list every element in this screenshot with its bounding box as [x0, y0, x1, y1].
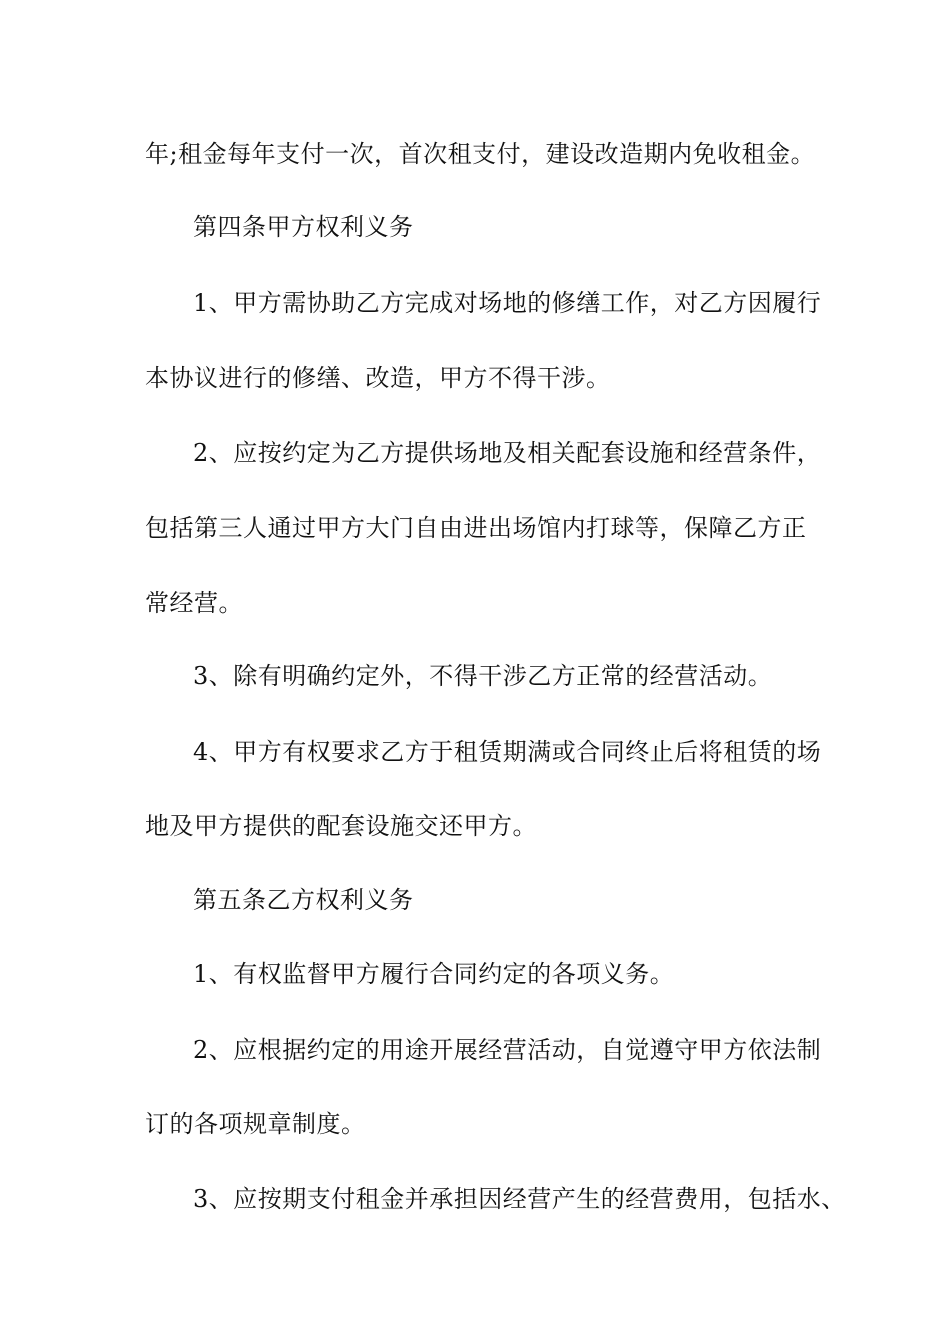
paragraph-line: 常经营。 [145, 589, 243, 617]
paragraph-line: 地及甲方提供的配套设施交还甲方。 [145, 812, 537, 840]
paragraph-line: 4、甲方有权要求乙方于租赁期满或合同终止后将租赁的场 [193, 738, 822, 766]
paragraph-line: 2、应按约定为乙方提供场地及相关配套设施和经营条件， [193, 439, 822, 467]
paragraph-line: 3、应按期支付租金并承担因经营产生的经营费用，包括水、 [193, 1185, 846, 1213]
section-heading: 第四条甲方权利义务 [193, 213, 414, 241]
paragraph-line: 3、除有明确约定外，不得干涉乙方正常的经营活动。 [193, 662, 773, 690]
paragraph-line: 年;租金每年支付一次，首次租支付，建设改造期内免收租金。 [145, 140, 816, 168]
paragraph-line: 本协议进行的修缮、改造，甲方不得干涉。 [145, 364, 611, 392]
section-heading: 第五条乙方权利义务 [193, 886, 414, 914]
paragraph-line: 订的各项规章制度。 [145, 1110, 366, 1138]
paragraph-line: 2、应根据约定的用途开展经营活动，自觉遵守甲方依法制 [193, 1036, 822, 1064]
paragraph-line: 包括第三人通过甲方大门自由进出场馆内打球等，保障乙方正 [145, 514, 807, 542]
paragraph-line: 1、有权监督甲方履行合同约定的各项义务。 [193, 960, 675, 988]
paragraph-line: 1、甲方需协助乙方完成对场地的修缮工作，对乙方因履行 [193, 289, 822, 317]
